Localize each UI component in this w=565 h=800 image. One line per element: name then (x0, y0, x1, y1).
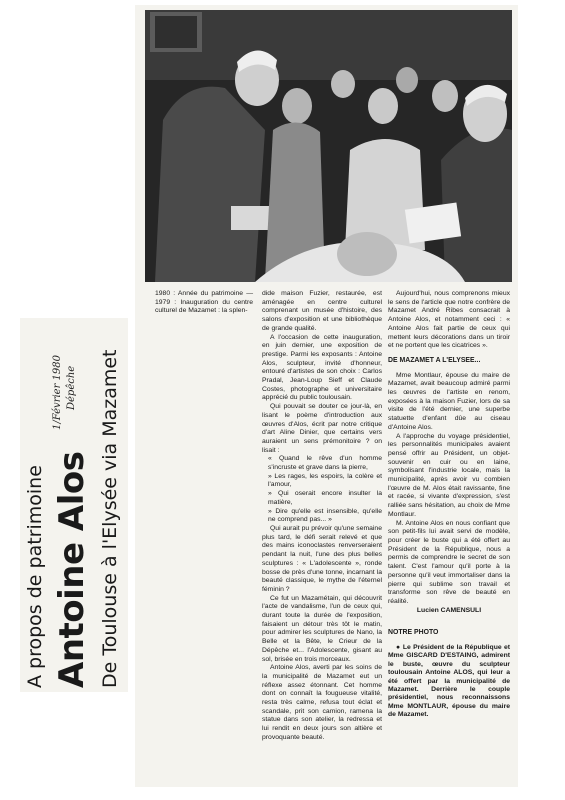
author-signature: Lucien CAMENSULI (416, 606, 482, 614)
paragraph: Ce fut un Mazamétain, qui découvrit l'acte de vandalisme, l'un de ceux qui, durant toute la durée de l'exposition, faisaient un détour très tôt le matin, pour admirer les sculptures de Nano, la Belle et la Bête, le Crieur de la Dépêche et... l'Adolescente, gisant au sol, brisée en trois morceaux. (262, 594, 382, 663)
photo-image (145, 10, 512, 282)
paragraph: M. Antoine Alos en nous confiant que son petit-fils lui avait servi de modèle, pour créer le buste qui a été offert au Président de la République, nous a permis de comprendre le secret de son talent. C'est l'amour qu'il porte à la personne qu'il veut immortaliser dans la pierre qui sublime son travail et transforme son rêve de beauté en réalité. (388, 519, 510, 605)
photo-caption: 1980 : Année du patrimoine — 1979 : Inauguration du centre culturel de Mazamet : la splen- (155, 290, 253, 315)
article-column-2 (388, 290, 510, 780)
paragraph: Qui aurait pu prévoir qu'une semaine plus tard, le défi serait relevé et que des mains iconoclastes renverseraient pendant la nuit, l'une des plus belles sculptures : « L'adolescente », ronde bosse de près d'une tonne, incarnant la beauté classique, le mythe de l'éternel féminin ? (262, 524, 382, 593)
poem-line: » Dire qu'elle est insensible, qu'elle ne comprend pas... » (268, 507, 382, 524)
paragraph: Aujourd'hui, nous comprenons mieux le sens de l'article que notre confrère de Mazamet André Ribes consacrait à Antoine Alos, et notamment ceci : « Antoine Alos fait partie de ceux qui mettent leurs décorations dans un tiroir et ne portent que les cicatrices ». (388, 290, 510, 350)
section-heading: DE MAZAMET A L'ELYSEE... (388, 356, 481, 364)
paragraph: Mme Montlaur, épouse du maire de Mazamet, avait beaucoup admiré parmi les œuvres de l'artiste en renom, exposées à la maison Fuzier, lors de sa visite de l'été dernier, une superbe statuette d'enfant dûe au ciseau d'Antoine Alos. (388, 371, 510, 431)
paragraph: A l'approche du voyage présidentiel, les personnalités municipales avaient pensé offrir au Président, un objet-souvenir en cuir ou en laine, symbolisant l'industrie locale, mais la municipalité, après avoir vu combien l'œuvre de M. Alos était ravissante, fine et racée, si vivante d'expression, s'est ralliée sans hésitation, au choix de Mme Montlaur. (388, 432, 510, 518)
article-column-1 (262, 290, 382, 780)
paragraph: A l'occasion de cette inauguration, en juin dernier, une exposition de prestige. Parmi les exposants : Antoine Alos, sculpteur, invité d'honneur, entouré d'artistes de son choix : Carlos Pradal, Jean-Loup Sieff et Claude Costes, photographe et universitaire apprécié du public toulousain. (262, 333, 382, 402)
headline-kicker: A propos de patrimoine (24, 465, 46, 688)
paragraph: dide maison Fuzier, restaurée, est aménagée en centre culturel comprenant un musée d'histoire, des salons d'exposition et une bibliothèque de grande qualité. (262, 290, 382, 332)
poem-line: « Quand le rêve d'un homme s'incruste et grave dans la pierre, (268, 455, 382, 472)
handwritten-date: 1/Février 1980 (52, 355, 63, 430)
headline-name: Antoine Alos (52, 451, 92, 688)
paragraph: Qui pouvait se douter ce jour-là, en lisant le poème d'introduction aux œuvres d'Alos, écrit par notre critique d'art Aline Dinier, que certains vers auraient un sens prémonitoire ? on lisait : (262, 403, 382, 454)
press-photo (145, 10, 512, 282)
photo-note-text: ● Le Président de la République et Mme GISCARD D'ESTAING, admirent le buste, œuvre du sculpteur toulousain Antoine ALOS, qui leur a été offert par la municipalité de Mazamet. Derrière le couple présidentiel, nous reconnaissons Mme MONTLAUR, épouse du maire de Mazamet. (388, 644, 510, 719)
poem-line: » Qui oserait encore insulter la matière, (268, 490, 382, 506)
photo-note-heading: NOTRE PHOTO (388, 629, 439, 637)
headline-subtitle: De Toulouse à l'Elysée via Mazamet (99, 349, 121, 688)
poem-line: » Les rages, les espoirs, la colère et l'amour, (268, 472, 382, 489)
paragraph: Antoine Alos, averti par les soins de la municipalité de Mazamet eut un réflexe assez étonnant. Cet homme dont on connaît la fougueuse vitalité, resta très calme, refusa tout éclat et scandale, prit son camion, ramena la statue dans son atelier, la redressa et lui rendit en deux jours son altière et provoquante beauté. (262, 664, 382, 741)
handwritten-source: Dépêche (66, 365, 77, 410)
photo-note (388, 644, 510, 720)
